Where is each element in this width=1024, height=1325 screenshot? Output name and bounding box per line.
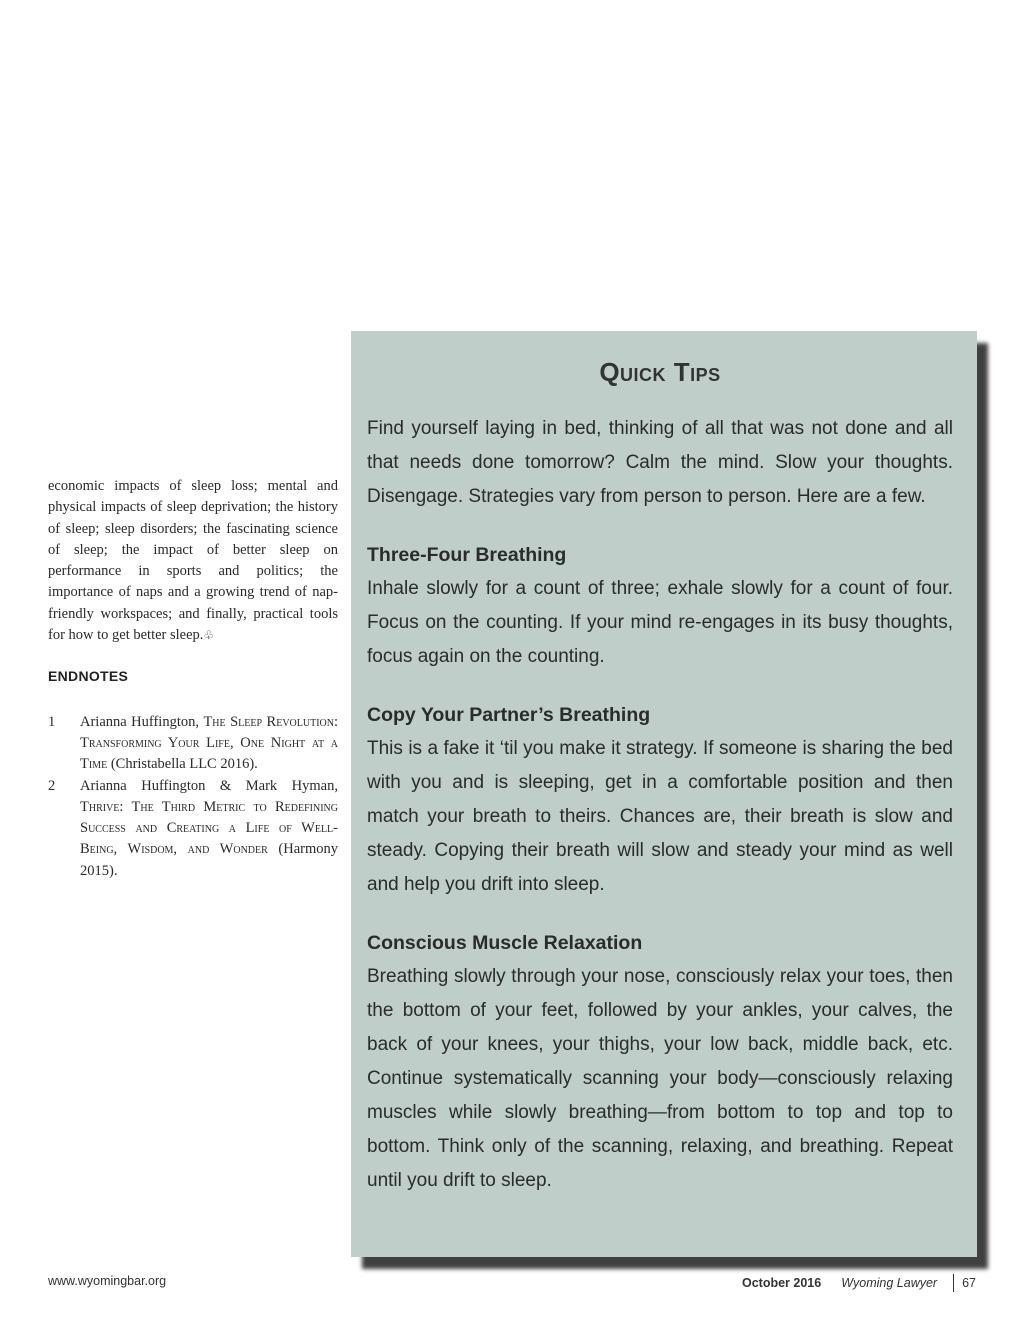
endnote-number: 2 — [48, 777, 56, 794]
footer-page-number: 67 — [962, 1276, 976, 1290]
footer-publication: Wyoming Lawyer — [841, 1276, 938, 1290]
page-footer — [48, 1274, 976, 1292]
endnote-item — [48, 712, 338, 776]
article-continuation — [48, 476, 338, 882]
endnote-text — [80, 776, 338, 882]
quick-tips-title: Quick Tips — [599, 357, 721, 387]
footer-right — [742, 1274, 976, 1292]
quick-tips-box — [351, 331, 977, 1257]
tip-body-copy-partner-breathing: This is a fake it ‘til you make it strategy. If someone is sharing the bed with you and is sleeping, get in a comfortable position and then match your breath to theirs. Chances are, their breath is slow and steady. Copying their breath will slow and steady your mind as well and help you drift into sleep. — [367, 738, 953, 895]
endnotes-heading: ENDNOTES — [48, 668, 129, 685]
endnote-number: 1 — [48, 713, 56, 730]
footer-date: October 2016 — [742, 1276, 822, 1290]
end-mark-icon: ♧ — [203, 628, 215, 643]
endnote-publisher: (Christabella LLC 2016). — [107, 756, 258, 773]
endnote-book-title: Thrive: The Third Metric to Redefining Success and Creating a Life of Well-Being, Wisdom, and Wonder — [80, 798, 338, 858]
endnote-publisher: (Harmony 2015). — [80, 841, 338, 879]
footer-divider — [953, 1274, 954, 1292]
endnote-author: Arianna Huffington & Mark Hyman, — [80, 777, 338, 794]
tip-heading-copy-partner-breathing: Copy Your Partner’s Breathing — [367, 704, 651, 726]
endnote-text — [80, 712, 338, 776]
tip-body-three-four-breathing: Inhale slowly for a count of three; exhale slowly for a count of four. Focus on the counting. If your mind re-engages in its busy thoughts, focus again on the counting. — [367, 578, 953, 667]
tip-heading-three-four-breathing: Three-Four Breathing — [367, 544, 567, 566]
endnote-book-title: The Sleep Revolution: Transforming Your Life, One Night at a Time — [80, 713, 339, 773]
endnote-item — [48, 776, 338, 882]
article-paragraph-text: economic impacts of sleep loss; mental and physical impacts of sleep deprivation; the history of sleep; sleep disorders; the fascinating science of sleep; the impact of better sleep on performance in sports and politics; the importance of naps and a growing trend of nap-friendly workspaces; and finally, practical tools for how to get better sleep. — [48, 478, 338, 644]
article-paragraph — [48, 476, 338, 646]
tip-body-muscle-relaxation: Breathing slowly through your nose, consciously relax your toes, then the bottom of your feet, followed by your ankles, your calves, the back of your knees, your thighs, your low back, middle back, etc. Continue systematically scanning your body—consciously relaxing muscles while slowly breathing—from bottom to top and top to bottom. Think only of the scanning, relaxing, and breathing. Repeat until you drift to sleep. — [367, 966, 953, 1191]
endnote-author: Arianna Huffington, — [80, 713, 204, 730]
footer-website: www.wyomingbar.org — [48, 1274, 167, 1288]
quick-tips-intro: Find yourself laying in bed, thinking of all that was not done and all that needs done tomorrow? Calm the mind. Slow your thoughts. Disengage. Strategies vary from person to person. Here are a few. — [367, 418, 953, 507]
tip-heading-muscle-relaxation: Conscious Muscle Relaxation — [367, 932, 643, 954]
